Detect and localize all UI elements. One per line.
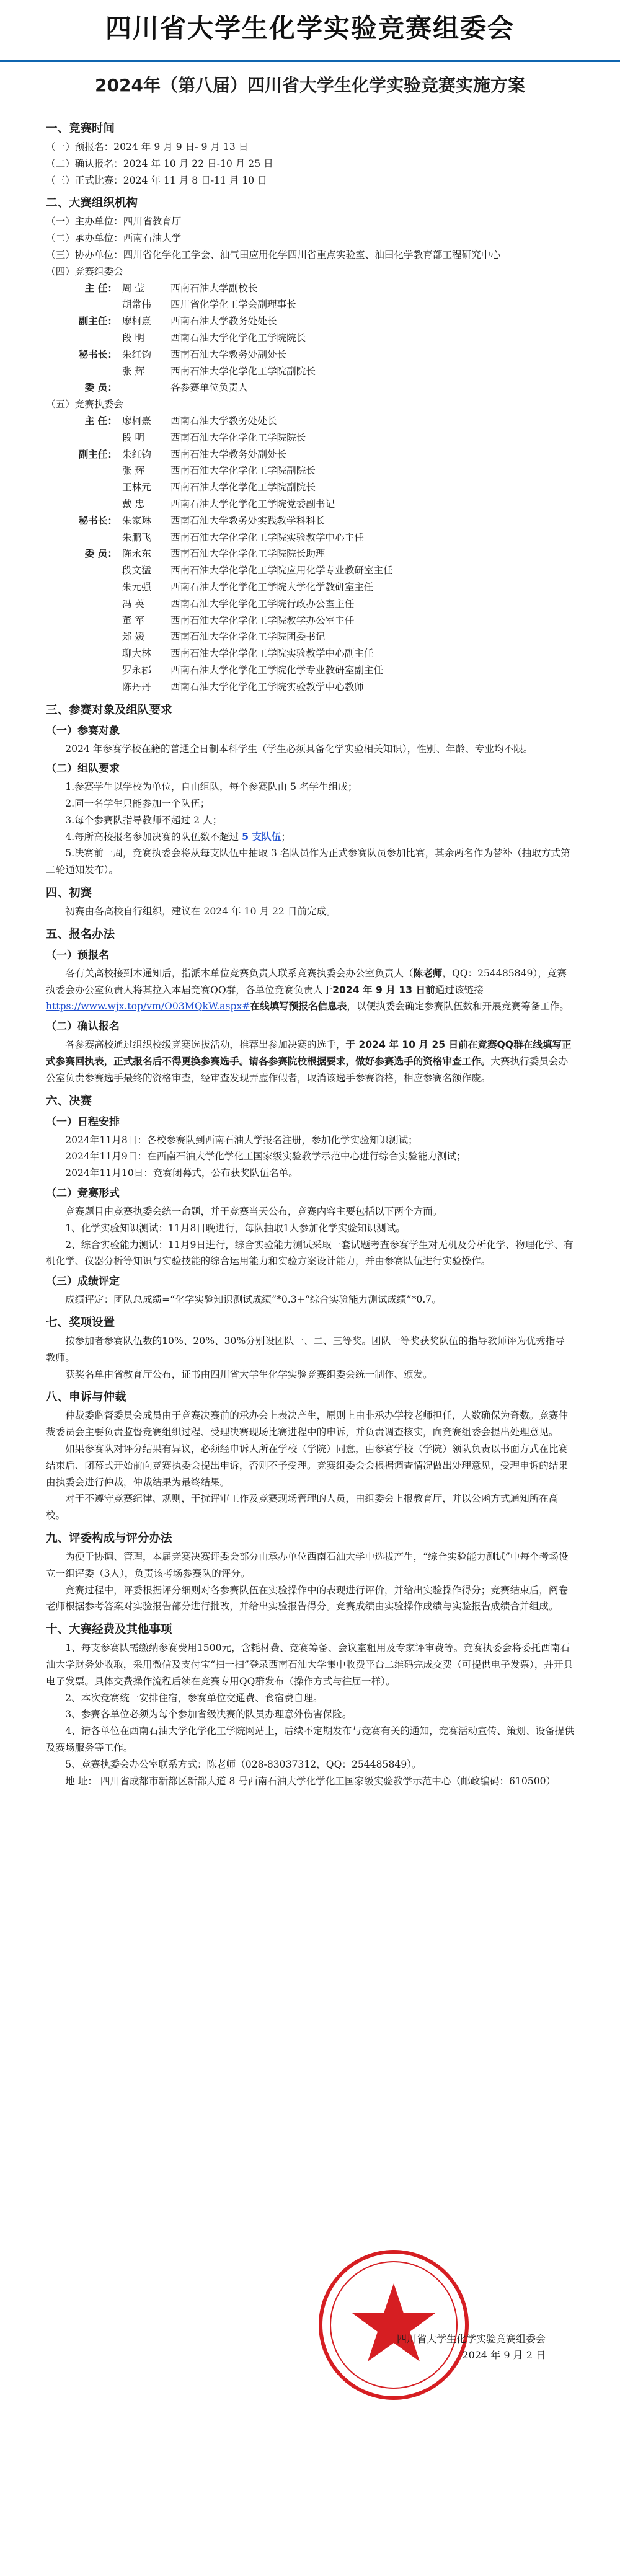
executive-position: 西南石油大学化学化工学院行政办公室主任 xyxy=(170,598,355,609)
highlight-text: 5 支队伍 xyxy=(242,831,281,843)
address-line: 地 址： 四川省成都市新都区新都大道 8 号西南石油大学化学化工国家级实验教学示范中心（邮政编码：610500） xyxy=(65,1775,556,1787)
list-item: 1.参赛学生以学校为单位，自由组队，每个参赛队由 5 名学生组成； xyxy=(65,781,358,793)
official-seal-icon xyxy=(316,2247,471,2402)
executive-position: 西南石油大学化学化工学院大学化学教研室主任 xyxy=(170,581,374,593)
committee-member: 胡常伟 xyxy=(122,299,151,311)
fee-item: 3、参赛各单位必须为每个参加省级决赛的队员办理意外伤害保险。 xyxy=(65,1709,352,1720)
committee-row xyxy=(46,280,574,297)
executive-role xyxy=(46,662,122,679)
paragraph: 成绩评定：团队总成绩=“化学实验知识测试成绩”*0.3+“综合实验能力测试成绩”*0.7。 xyxy=(65,1294,441,1306)
committee-row xyxy=(46,363,574,380)
text-line: （二）承办单位：西南石油大学 xyxy=(46,232,182,244)
executive-member: 罗永郡 xyxy=(122,664,151,676)
executive-row xyxy=(46,679,574,696)
section-heading: 五、报名办法 xyxy=(46,927,115,941)
executive-member: 董 军 xyxy=(122,614,145,626)
committee-role xyxy=(46,296,122,313)
subsection-heading: （二）确认报名 xyxy=(46,1020,120,1033)
executive-position: 西南石油大学教务处副处长 xyxy=(170,448,287,460)
executive-position: 西南石油大学教务处处长 xyxy=(170,415,277,427)
fee-item: 2、本次竞赛统一安排住宿，参赛单位交通费、食宿费自理。 xyxy=(65,1692,323,1704)
executive-member: 郑 媛 xyxy=(122,631,145,643)
executive-position: 西南石油大学化学化工学院党委副书记 xyxy=(170,498,335,510)
executive-role xyxy=(46,496,122,513)
section-heading: 四、初赛 xyxy=(46,887,92,900)
executive-role xyxy=(46,679,122,696)
committee-position: 西南石油大学副校长 xyxy=(170,282,258,294)
executive-row xyxy=(46,613,574,629)
committee-title: 四川省大学生化学实验竞赛组委会 xyxy=(105,13,515,43)
committee-position: 各参赛单位负责人 xyxy=(170,382,248,394)
committee-member: 廖柯熹 xyxy=(122,316,151,327)
executive-position: 西南石油大学化学化工学院教学办公室主任 xyxy=(170,614,355,626)
text-line: （一）预报名：2024 年 9 月 9 日- 9 月 13 日 xyxy=(46,141,249,153)
section-heading: 七、奖项设置 xyxy=(46,1316,115,1330)
committee-member: 段 明 xyxy=(122,332,145,343)
text-line: （四）竞赛组委会 xyxy=(46,265,123,277)
executive-role xyxy=(46,463,122,479)
committee-list xyxy=(46,280,574,397)
list-item-text: ； xyxy=(281,831,291,843)
paragraph: 按参加者参赛队伍数的10%、20%、30%分别设团队一、二、三等奖。团队一等奖获奖队伍的指导教师评为优秀指导教师。 xyxy=(46,1335,565,1363)
subsection-heading: （一）日程安排 xyxy=(46,1115,120,1128)
paragraph-text: 大赛执行委员会办公室负责参赛选手最终的资格审查，经审查发现弄虚作假者，取消该选手参赛资格，相应参赛名额作废。 xyxy=(46,1056,569,1084)
executive-member: 王林元 xyxy=(122,482,151,494)
committee-row xyxy=(46,296,574,313)
executive-position: 西南石油大学化学化工学院院长助理 xyxy=(170,548,326,560)
fee-item: 5、竞赛执委会办公室联系方式：陈老师（028-83037312，QQ：254485849）。 xyxy=(65,1758,422,1770)
section-heading: 八、申诉与仲裁 xyxy=(46,1391,126,1404)
paragraph: 对于不遵守竞赛纪律、规则，干扰评审工作及竞赛现场管理的人员，由组委会上报教育厅，并以公函方式通知所在高校。 xyxy=(46,1493,559,1521)
executive-role xyxy=(46,479,122,496)
committee-row xyxy=(46,330,574,347)
section-heading: 六、决赛 xyxy=(46,1094,92,1108)
committee-position: 西南石油大学教务处副处长 xyxy=(170,348,287,360)
executive-row xyxy=(46,629,574,645)
executive-position: 西南石油大学化学化工学院院长 xyxy=(170,432,306,443)
paragraph-text: 各有关高校接到本通知后，指派本单位竞赛负责人联系竞赛执委会办公室负责人（ xyxy=(65,967,414,979)
executive-member: 朱家琳 xyxy=(122,515,151,526)
executive-list xyxy=(46,413,574,696)
executive-row xyxy=(46,662,574,679)
executive-position: 西南石油大学化学化工学院团委书记 xyxy=(170,631,326,643)
paragraph-text: 各参赛高校通过组织校级竞赛选拔活动，推荐出参加决赛的选手， xyxy=(65,1039,346,1051)
committee-role: 委 员： xyxy=(84,382,117,394)
paragraph: 2、综合实验能力测试：11月9日进行，综合实验能力测试采取一套试题考查参赛学生对无机及分析化学、物理化学、有机化学、仪器分析等知识与实验技能的综合运用能力和实验方案设计能力，并由参赛队伍进行实验操作。 xyxy=(46,1239,574,1267)
committee-row xyxy=(46,379,574,396)
committee-member: 朱红钧 xyxy=(122,348,151,360)
paragraph: 1、化学实验知识测试：11月8日晚进行，每队抽取1人参加化学实验知识测试。 xyxy=(65,1222,405,1234)
document-title: 2024年（第八届）四川省大学生化学实验竞赛实施方案 xyxy=(95,75,525,95)
paragraph: 仲裁委监督委员会成员由于竞赛决赛前的承办会上表决产生，原则上由非承办学校老师担任，人数确保为奇数。竞赛仲裁委员会主要负责监督竞赛组织过程、受理决赛现场比赛进程中的申诉，并负责调查核实，向竞赛组委会提出处理意见。 xyxy=(46,1410,569,1438)
executive-position: 西南石油大学化学化工学院实验教学中心主任 xyxy=(170,531,364,543)
paragraph: 获奖名单由省教育厅公布，证书由四川省大学生化学实验竞赛组委会统一制作、颁发。 xyxy=(65,1368,433,1380)
executive-position: 西南石油大学化学化工学院应用化学专业教研室主任 xyxy=(170,565,393,577)
executive-member: 朱红钧 xyxy=(122,448,151,460)
committee-position: 西南石油大学化学化工学院院长 xyxy=(170,332,306,343)
list-item xyxy=(46,829,574,846)
executive-position: 西南石油大学化学化工学院实验教学中心副主任 xyxy=(170,648,374,660)
subsection-heading: （二）组队要求 xyxy=(46,763,120,776)
executive-member: 陈永东 xyxy=(122,548,151,560)
signature-block xyxy=(310,2331,546,2363)
committee-row xyxy=(46,347,574,363)
executive-row xyxy=(46,529,574,546)
executive-row xyxy=(46,463,574,479)
executive-role xyxy=(46,430,122,446)
committee-position: 西南石油大学化学化工学院副院长 xyxy=(170,365,316,377)
subsection-heading: （一）预报名 xyxy=(46,949,109,962)
committee-position: 西南石油大学教务处处长 xyxy=(170,316,277,327)
executive-role: 委 员： xyxy=(84,548,117,560)
committee-position: 四川省化学化工学会副理事长 xyxy=(170,299,296,311)
executive-member: 张 辉 xyxy=(122,465,145,477)
paragraph-text: 通过该链接 xyxy=(435,984,484,996)
emphasis-text: 于 2024 年 10 月 25 日前在竞赛QQ群在线填写正式参赛回执表，正式报名后不得更换参赛选手。请各参赛院校根据要求，做好参赛选手的资格审查工作。 xyxy=(46,1039,572,1068)
text-line: （三）协办单位：四川省化学化工学会、油气田应用化学四川省重点实验室、油田化学教育部工程研究中心 xyxy=(46,249,500,260)
paragraph-text: ，QQ：254485849），竞赛执委会办公室负责人将其拉入本届竞赛QQ群，各单位竞赛负责人于 xyxy=(46,967,567,996)
executive-row xyxy=(46,596,574,613)
signature-date: 2024 年 9 月 2 日 xyxy=(462,2349,546,2361)
executive-role xyxy=(46,579,122,596)
executive-position: 西南石油大学化学化工学院副院长 xyxy=(170,465,316,477)
committee-role: 副主任： xyxy=(78,316,117,327)
committee-member: 张 辉 xyxy=(122,365,145,377)
executive-role xyxy=(46,596,122,613)
executive-member: 朱元强 xyxy=(122,581,151,593)
deadline-text: 2024 年 9 月 13 日前 xyxy=(332,984,435,996)
paragraph-text: ，以便执委会确定参赛队伍数和开展竞赛筹备工作。 xyxy=(347,1001,569,1012)
executive-role xyxy=(46,562,122,579)
executive-role xyxy=(46,645,122,662)
paragraph: 初赛由各高校自行组织，建议在 2024 年 10 月 22 日前完成。 xyxy=(65,906,336,918)
executive-role: 主 任： xyxy=(84,415,117,427)
executive-member: 朱鹏飞 xyxy=(122,531,151,543)
executive-member: 冯 英 xyxy=(122,598,145,609)
executive-role xyxy=(46,529,122,546)
executive-row xyxy=(46,496,574,513)
header-banner xyxy=(0,0,620,57)
text-line: （三）正式比赛：2024 年 11 月 8 日-11 月 10 日 xyxy=(46,174,267,186)
committee-role: 秘书长： xyxy=(78,348,117,360)
registration-link[interactable]: https://www.wjx.top/vm/O03MQkW.aspx# xyxy=(46,1001,250,1012)
executive-position: 西南石油大学教务处实践教学科科长 xyxy=(170,515,326,526)
executive-row xyxy=(46,546,574,562)
executive-row xyxy=(46,413,574,430)
list-item: 3.每个参赛队指导教师不超过 2 人； xyxy=(65,814,223,826)
list-item-text: 4.每所高校报名参加决赛的队伍数不超过 xyxy=(65,831,242,843)
schedule-item: 2024年11月9日：在西南石油大学化学化工国家级实验教学示范中心进行综合实验能力测试； xyxy=(65,1151,466,1162)
executive-row xyxy=(46,562,574,579)
committee-role: 主 任： xyxy=(84,282,117,294)
committee-role xyxy=(46,330,122,347)
paragraph: 为便于协调、管理，本届竞赛决赛评委会部分由承办单位西南石油大学中选拔产生，“综合实验能力测试”中每个考场设立一组评委（3人），负责该考场参赛队的评分。 xyxy=(46,1551,569,1579)
executive-member: 段文猛 xyxy=(122,565,151,577)
paragraph: 竞赛题目由竞赛执委会统一命题，并于竞赛当天公布，竞赛内容主要包括以下两个方面。 xyxy=(65,1206,443,1218)
executive-member: 廖柯熹 xyxy=(122,415,151,427)
list-item: 5.决赛前一周，竞赛执委会将从每支队伍中抽取 3 名队员作为正式参赛队员参加比赛，其余两名作为替补（抽取方式第二轮通知发布）。 xyxy=(46,848,570,876)
executive-position: 西南石油大学化学化工学院副院长 xyxy=(170,482,316,494)
executive-row xyxy=(46,513,574,529)
subsection-heading: （一）参赛对象 xyxy=(46,724,120,737)
paragraph: 竞赛过程中，评委根据评分细则对各参赛队伍在实验操作中的表现进行评价，并给出实验操作得分；竞赛结束后，阅卷老师根据参考答案对实验报告部分进行批改，并给出实验报告得分。竞赛成绩由实验操作成绩与实验报告成绩合并组成。 xyxy=(46,1584,569,1613)
executive-position: 西南石油大学化学化工学院化学专业教研室副主任 xyxy=(170,664,384,676)
executive-row xyxy=(46,579,574,596)
section-heading: 三、参赛对象及组队要求 xyxy=(46,703,172,717)
executive-position: 西南石油大学化学化工学院实验教学中心教师 xyxy=(170,681,364,693)
subsection-heading: （二）竞赛形式 xyxy=(46,1187,120,1200)
executive-role: 秘书长： xyxy=(78,515,117,526)
text-line: （五）竞赛执委会 xyxy=(46,399,123,410)
section-heading: 九、评委构成与评分办法 xyxy=(46,1532,172,1545)
committee-role xyxy=(46,363,122,380)
executive-role: 副主任： xyxy=(78,448,117,460)
executive-row xyxy=(46,430,574,446)
executive-role xyxy=(46,629,122,645)
signature-org: 四川省大学生化学实验竞赛组委会 xyxy=(396,2333,546,2345)
contact-name: 陈老师 xyxy=(413,967,443,979)
executive-member: 戴 忠 xyxy=(122,498,145,510)
executive-row xyxy=(46,446,574,463)
fee-item: 4、请各单位在西南石油大学化学化工学院网站上，后续不定期发布与竞赛有关的通知，竞赛活动宣传、策划、设备提供及赛场服务等工作。 xyxy=(46,1725,574,1753)
schedule-item: 2024年11月8日：各校参赛队到西南石油大学报名注册，参加化学实验知识测试； xyxy=(65,1134,418,1146)
executive-role xyxy=(46,613,122,629)
committee-row xyxy=(46,313,574,330)
paragraph: 2024 年参赛学校在籍的普通全日制本科学生（学生必须具备化学实验相关知识），性别、年龄、专业均不限。 xyxy=(65,743,533,755)
section-heading: 二、大赛组织机构 xyxy=(46,197,138,210)
fee-item: 1、每支参赛队需缴纳参赛费用1500元，含耗材费、竞赛筹备、会议室租用及专家评审费等。竞赛执委会将委托西南石油大学财务处收取，采用微信及支付宝“扫一扫”登录西南石油大学集中收费平台二维码完成交费（可提供电子发票），并开具电子发票。具体交费操作流程后续在竞赛专用QQ群发布（操作方式与往届一样）。 xyxy=(46,1642,574,1687)
executive-member: 段 明 xyxy=(122,432,145,443)
subsection-heading: （三）成绩评定 xyxy=(46,1275,120,1288)
committee-member xyxy=(122,379,170,396)
section-heading: 十、大赛经费及其他事项 xyxy=(46,1623,172,1637)
executive-row xyxy=(46,479,574,496)
text-line: （二）确认报名：2024 年 10 月 22 日-10 月 25 日 xyxy=(46,157,273,169)
paragraph xyxy=(46,1037,574,1086)
list-item: 2.同一名学生只能参加一个队伍； xyxy=(65,798,210,810)
executive-member: 聊大林 xyxy=(122,648,151,660)
header-rule xyxy=(0,60,620,62)
schedule-item: 2024年11月10日：竞赛闭幕式，公布获奖队伍名单。 xyxy=(65,1167,298,1179)
executive-member: 陈丹丹 xyxy=(122,681,151,693)
paragraph: 如果参赛队对评分结果有异议，必须经申诉人所在学校（学院）同意，由参赛学校（学院）领队负责以书面方式在比赛结束后、闭幕式开始前向竞赛执委会提出申诉，否则不予受理。竞赛组委会会根据调查情况做出处理意见，受理申诉的结果由执委会进行仲裁，仲裁结果为最终结果。 xyxy=(46,1443,569,1488)
section-heading: 一、竞赛时间 xyxy=(46,122,115,135)
paragraph xyxy=(46,965,574,1015)
committee-member: 周 莹 xyxy=(122,282,145,294)
text-line: （一）主办单位：四川省教育厅 xyxy=(46,216,182,228)
executive-row xyxy=(46,645,574,662)
document-body xyxy=(46,114,574,1789)
emphasis-text: 在线填写预报名信息表 xyxy=(250,1001,347,1012)
